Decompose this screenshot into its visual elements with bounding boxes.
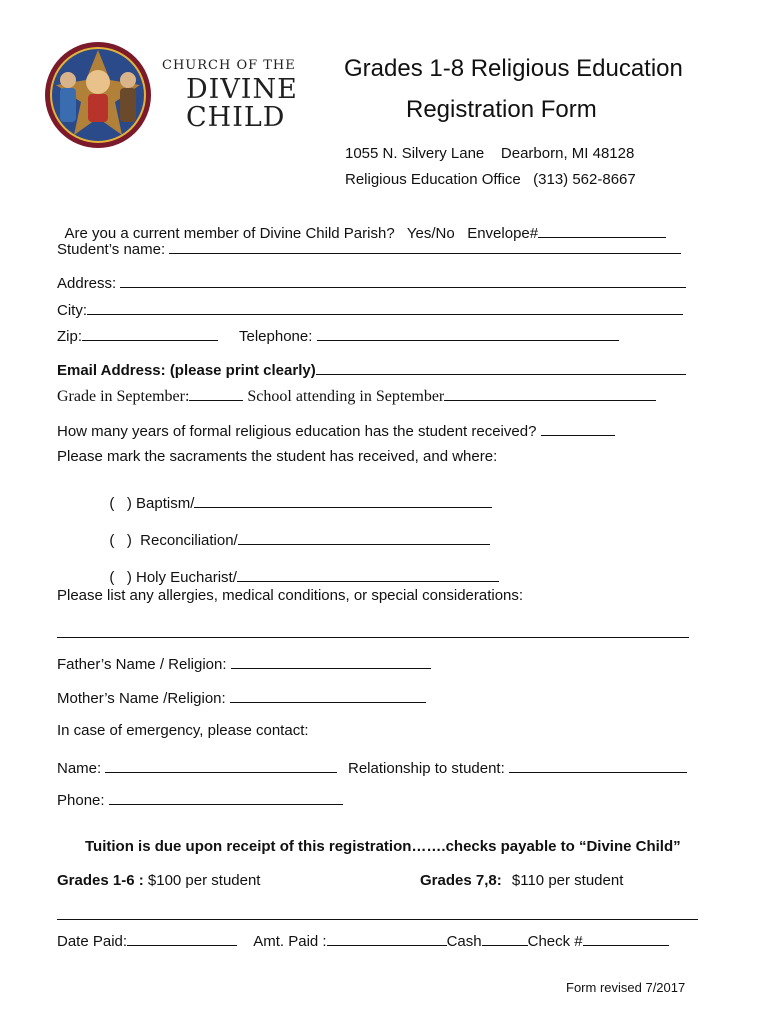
baptism-label[interactable]: ( ) Baptism/ [109,495,195,512]
grade-label: Grade in September: [57,388,190,405]
email-row [57,360,686,380]
mother-label: Mother’s Name /Religion: [57,690,226,707]
check-label: Check # [527,933,583,950]
emergency-phone-row [57,790,343,810]
email-field[interactable] [316,360,686,375]
emergency-name-label: Name: [57,760,102,777]
date-paid-field[interactable] [127,931,237,946]
allergies-label: Please list any allergies, medical conditions, or special considerations: [57,587,524,604]
reconciliation-row [101,512,490,550]
member-question-label: Are you a current member of Divine Child Parish? Yes/No Envelope# [64,225,539,242]
school-label: School attending in September [247,388,445,405]
zip-field[interactable] [82,326,218,341]
stained-glass-seal-icon [40,40,160,150]
form-subtitle: Registration Form [406,96,597,123]
amt-paid-field[interactable] [327,931,447,946]
envelope-number-field[interactable] [538,223,666,238]
telephone-row [239,326,619,346]
eucharist-field[interactable] [237,567,499,582]
city-row [57,300,683,320]
emergency-name-row [57,758,337,778]
grade-row [57,386,656,406]
amt-paid-label: Amt. Paid : [253,933,327,950]
address-label: Address: [57,275,117,292]
grades-1-6-label: Grades 1-6 : [57,872,144,889]
telephone-field[interactable] [317,326,619,341]
address-row [57,273,686,293]
emergency-phone-label: Phone: [57,792,105,809]
grades-7-8-row [420,872,623,890]
date-paid-label: Date Paid: [57,933,128,950]
church-logo [40,40,300,150]
mother-row [57,688,426,708]
cash-field[interactable] [482,931,528,946]
years-row [57,421,615,441]
grades-7-8-price: $110 per student [511,872,624,889]
eucharist-label[interactable]: ( ) Holy Eucharist/ [109,569,237,586]
email-label: Email Address: (please print clearly) [57,362,316,379]
logo-line1: CHURCH OF THE [162,58,296,73]
student-name-field[interactable] [169,239,681,254]
grades-1-6-row [57,872,260,890]
relationship-label: Relationship to student: [348,760,505,777]
student-name-label: Student’s name: [57,241,166,258]
allergies-field[interactable] [57,637,689,638]
address-field[interactable] [120,273,686,288]
grade-field[interactable] [189,386,243,401]
emergency-name-field[interactable] [105,758,337,773]
baptism-row [101,475,492,513]
emergency-phone-field[interactable] [109,790,343,805]
office-phone: Religious Education Office (313) 562-8667 [345,171,636,188]
school-field[interactable] [444,386,656,401]
city-label: City: [57,302,87,319]
years-label: How many years of formal religious education has the student received? [57,423,537,440]
father-label: Father’s Name / Religion: [57,656,227,673]
tuition-notice: Tuition is due upon receipt of this registration…….checks payable to “Divine Child” [85,838,681,855]
cash-label: Cash [446,933,482,950]
father-field[interactable] [231,654,431,669]
years-field[interactable] [541,421,615,436]
mother-field[interactable] [230,688,426,703]
relationship-row [348,758,687,778]
payment-row [57,931,669,951]
logo-line2: DIVINE [186,74,298,105]
grades-1-6-price: $100 per student [147,872,261,889]
parish-address: 1055 N. Silvery Lane Dearborn, MI 48128 [345,145,635,162]
reconciliation-field[interactable] [238,530,490,545]
baptism-field[interactable] [194,493,492,508]
logo-line3: CHILD [186,102,286,133]
zip-row [57,326,218,346]
relationship-field[interactable] [509,758,687,773]
sacraments-question: Please mark the sacraments the student has received, and where: [57,448,498,465]
reconciliation-label[interactable]: ( ) Reconciliation/ [109,532,238,549]
father-row [57,654,431,674]
form-title: Grades 1-8 Religious Education [344,55,683,82]
student-name-row [57,239,681,259]
member-question [57,205,666,243]
emergency-label: In case of emergency, please contact: [57,722,309,739]
telephone-label: Telephone: [239,328,313,345]
check-field[interactable] [583,931,669,946]
city-field[interactable] [87,300,683,315]
eucharist-row [101,549,499,587]
grades-7-8-label: Grades 7,8: [420,872,502,889]
tuition-divider [57,919,698,920]
zip-label: Zip: [57,328,83,345]
form-revised: Form revised 7/2017 [566,980,686,995]
